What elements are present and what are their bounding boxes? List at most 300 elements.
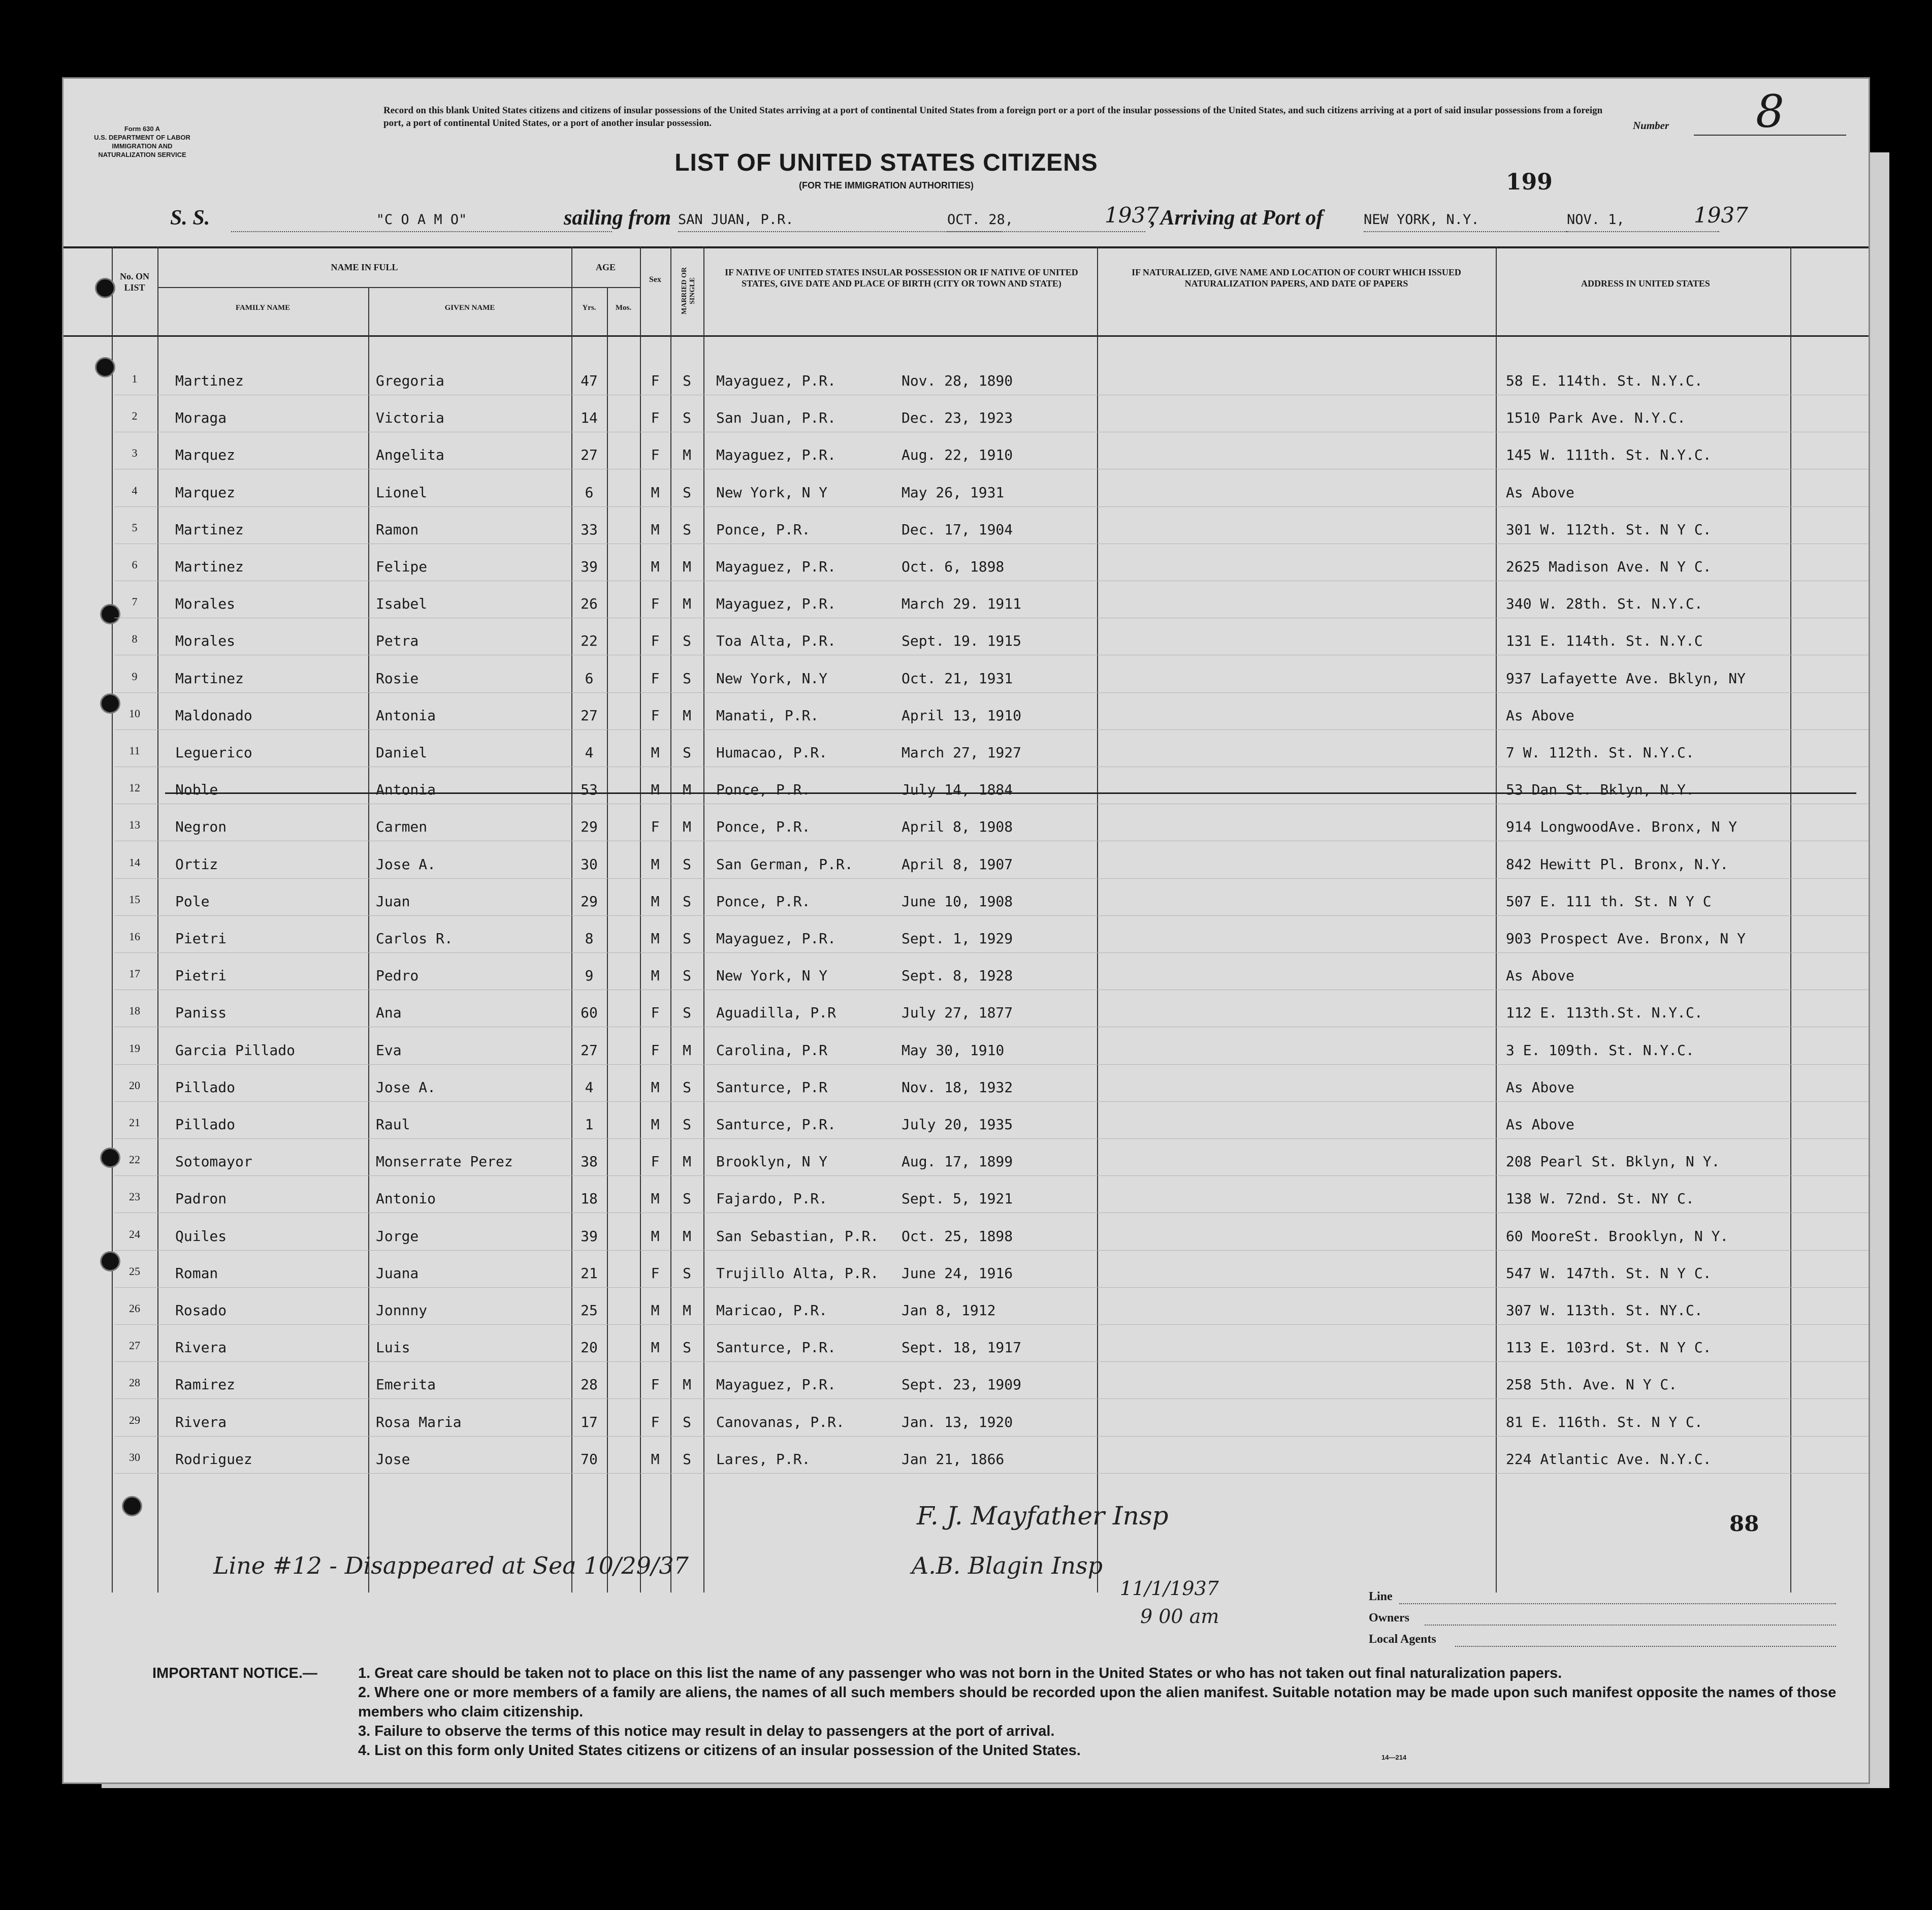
cell-date: Nov. 18, 1932	[901, 1078, 1013, 1096]
cell-place: Aguadilla, P.R	[716, 1004, 836, 1022]
col-rule	[368, 287, 369, 1593]
line-label: Line	[1369, 1590, 1393, 1603]
cell-address: 937 Lafayette Ave. Bklyn, NY	[1506, 670, 1746, 687]
cell-sex: M	[651, 1450, 660, 1468]
cell-family: Garcia Pillado	[175, 1041, 296, 1059]
row-rule	[114, 915, 1870, 916]
cell-place: San German, P.R.	[716, 855, 853, 873]
cell-yrs: 17	[581, 1413, 598, 1430]
col-header-name: NAME IN FULL	[331, 262, 398, 272]
cell-date: May 26, 1931	[901, 484, 1005, 501]
cell-date: Sept. 5, 1921	[901, 1190, 1013, 1207]
cell-address: As Above	[1506, 967, 1574, 984]
cell-date: March 29. 1911	[901, 595, 1022, 613]
cell-no: 19	[129, 1041, 140, 1055]
cell-given: Ramon	[376, 521, 419, 538]
row-rule	[114, 1287, 1870, 1288]
cell-date: Aug. 22, 1910	[901, 447, 1013, 464]
col-rule	[1097, 246, 1098, 1593]
cell-place: Manati, P.R.	[716, 707, 819, 724]
arrival-stamp-date: 11/1/1937	[1120, 1577, 1219, 1600]
cell-family: Pole	[175, 893, 210, 910]
cell-address: 547 W. 147th. St. N Y C.	[1506, 1264, 1712, 1282]
arrival-date: NOV. 1,	[1567, 209, 1719, 232]
cell-place: Toa Alta, P.R.	[716, 632, 836, 650]
cell-no: 18	[129, 1004, 140, 1017]
cell-ms: S	[683, 930, 691, 947]
notice-heading: IMPORTANT NOTICE.—	[152, 1665, 317, 1681]
cell-address: 113 E. 103rd. St. N Y C.	[1506, 1339, 1712, 1356]
manifest-sheet	[62, 77, 1870, 1784]
cell-given: Petra	[376, 632, 419, 650]
cell-no: 24	[129, 1227, 140, 1240]
cell-sex: M	[651, 893, 660, 910]
cell-address: 1510 Park Ave. N.Y.C.	[1506, 409, 1686, 427]
cell-no: 4	[132, 484, 138, 497]
cell-address: 138 W. 72nd. St. NY C.	[1506, 1190, 1694, 1207]
cell-address: 903 Prospect Ave. Bronx, N Y	[1506, 930, 1746, 947]
cell-date: Jan 8, 1912	[901, 1302, 996, 1319]
cell-yrs: 21	[581, 1264, 598, 1282]
cell-place: Mayaguez, P.R.	[716, 372, 836, 389]
cell-address: As Above	[1506, 484, 1574, 501]
cell-no: 7	[132, 595, 138, 609]
cell-place: San Juan, P.R.	[716, 409, 836, 427]
cell-place: New York, N.Y	[716, 670, 828, 687]
cell-date: May 30, 1910	[901, 1041, 1005, 1059]
cell-no: 27	[129, 1339, 140, 1352]
cell-sex: M	[651, 744, 660, 761]
col-rule	[670, 246, 671, 1593]
cell-ms: S	[683, 1190, 691, 1207]
cell-place: Ponce, P.R.	[716, 893, 811, 910]
cell-given: Jose	[376, 1450, 410, 1468]
ship-name: "C O A M O"	[231, 209, 612, 232]
cell-address: 81 E. 116th. St. N Y C.	[1506, 1413, 1703, 1430]
col-header-yrs: Yrs.	[582, 304, 596, 312]
cell-sex: M	[651, 1227, 660, 1245]
cell-ms: S	[683, 372, 691, 389]
cell-given: Ana	[376, 1004, 402, 1022]
page-count: 88	[1729, 1511, 1759, 1536]
cell-yrs: 29	[581, 818, 598, 836]
cell-given: Raul	[376, 1116, 410, 1133]
cell-family: Marquez	[175, 447, 236, 464]
col-header-birth: IF NATIVE OF UNITED STATES INSULAR POSSESSION OR IF NATIVE OF UNITED STATES, GIVE DATE AND PLACE OF BIRTH (CITY OR TOWN AND STATE)	[725, 267, 1078, 289]
cell-yrs: 27	[581, 447, 598, 464]
cell-yrs: 39	[581, 558, 598, 575]
cell-yrs: 27	[581, 707, 598, 724]
cell-no: 29	[129, 1413, 140, 1426]
cell-ms: M	[683, 1302, 691, 1319]
disappeared-note: Line #12 - Disappeared at Sea 10/29/37	[213, 1552, 689, 1579]
arrival-stamp-time: 9 00 am	[1140, 1605, 1219, 1628]
arriving-label: , Arriving at Port of	[1150, 206, 1324, 230]
row-rule	[114, 1398, 1870, 1399]
cell-family: Rivera	[175, 1339, 227, 1356]
cell-family: Rodriguez	[175, 1450, 252, 1468]
cell-ms: M	[683, 707, 691, 724]
cell-no: 26	[129, 1302, 140, 1315]
cell-yrs: 60	[581, 1004, 598, 1022]
cell-sex: F	[651, 1376, 660, 1393]
cell-sex: F	[651, 632, 660, 650]
ss-label: S. S.	[170, 206, 210, 230]
cell-family: Pillado	[175, 1116, 236, 1133]
cell-yrs: 1	[585, 1116, 594, 1133]
cell-sex: M	[651, 1116, 660, 1133]
cell-yrs: 30	[581, 855, 598, 873]
department-name: U.S. DEPARTMENT OF LABOR	[94, 134, 190, 141]
cell-date: Sept. 18, 1917	[901, 1339, 1022, 1356]
cell-sex: M	[651, 521, 660, 538]
cell-family: Morales	[175, 632, 236, 650]
row-rule	[114, 1250, 1870, 1251]
cell-given: Gregoria	[376, 372, 444, 389]
form-code: 14—214	[1381, 1754, 1407, 1761]
cell-date: July 14, 1884	[901, 781, 1013, 799]
cell-ms: S	[683, 1004, 691, 1022]
cell-family: Negron	[175, 818, 227, 836]
cell-sex: F	[651, 1153, 660, 1170]
cell-no: 14	[129, 855, 140, 869]
cell-address: As Above	[1506, 1078, 1574, 1096]
cell-place: Ponce, P.R.	[716, 521, 811, 538]
col-rule	[640, 246, 641, 1593]
notice-item-4: 4. List on this form only United States citizens or citizens of an insular possession of the United States.	[358, 1742, 1081, 1759]
cell-given: Juana	[376, 1264, 419, 1282]
cell-address: 58 E. 114th. St. N.Y.C.	[1506, 372, 1703, 389]
cell-ms: M	[683, 1227, 691, 1245]
cell-ms: M	[683, 1153, 691, 1170]
cell-sex: M	[651, 1190, 660, 1207]
cell-place: Fajardo, P.R.	[716, 1190, 828, 1207]
cell-family: Ortiz	[175, 855, 218, 873]
cell-yrs: 28	[581, 1376, 598, 1393]
cell-given: Carlos R.	[376, 930, 453, 947]
cell-place: Mayaguez, P.R.	[716, 447, 836, 464]
cell-place: Mayaguez, P.R.	[716, 1376, 836, 1393]
cell-given: Jorge	[376, 1227, 419, 1245]
cell-address: 307 W. 113th. St. NY.C.	[1506, 1302, 1703, 1319]
cell-given: Carmen	[376, 818, 428, 836]
cell-no: 5	[132, 521, 138, 534]
department-line2: IMMIGRATION AND	[112, 142, 173, 150]
notice-item-1: 1. Great care should be taken not to place on this list the name of any passenger who was not born in the United States or who has not taken out final naturalization papers.	[358, 1665, 1562, 1681]
cell-sex: F	[651, 670, 660, 687]
header-bottom-rule	[63, 335, 1870, 337]
cell-ms: S	[683, 967, 691, 984]
cell-given: Felipe	[376, 558, 428, 575]
col-rule	[1496, 246, 1497, 1593]
cell-place: San Sebastian, P.R.	[716, 1227, 879, 1245]
cell-yrs: 14	[581, 409, 598, 427]
cell-ms: S	[683, 409, 691, 427]
strike-line	[165, 792, 1856, 794]
cell-date: Sept. 23, 1909	[901, 1376, 1022, 1393]
cell-given: Daniel	[376, 744, 428, 761]
cell-family: Leguerico	[175, 744, 252, 761]
cell-ms: S	[683, 744, 691, 761]
cell-no: 3	[132, 447, 138, 460]
cell-yrs: 22	[581, 632, 598, 650]
cell-ms: M	[683, 781, 691, 799]
cell-family: Roman	[175, 1264, 218, 1282]
cell-date: June 24, 1916	[901, 1264, 1013, 1282]
cell-yrs: 4	[585, 1078, 594, 1096]
col-header-mos: Mos.	[615, 304, 632, 312]
col-header-given: GIVEN NAME	[444, 304, 495, 312]
cell-yrs: 33	[581, 521, 598, 538]
cell-address: 53 Dan St. Bklyn, N.Y.	[1506, 781, 1694, 799]
cell-sex: F	[651, 447, 660, 464]
cell-no: 28	[129, 1376, 140, 1389]
cell-given: Angelita	[376, 447, 444, 464]
row-rule	[114, 506, 1870, 507]
cell-no: 23	[129, 1190, 140, 1203]
col-header-married: MARRIED OR SINGLE	[681, 267, 696, 314]
row-rule	[114, 1101, 1870, 1102]
form-number: Form 630 A	[124, 125, 160, 133]
cell-sex: M	[651, 1339, 660, 1356]
cell-given: Juan	[376, 893, 410, 910]
cell-date: Jan 21, 1866	[901, 1450, 1005, 1468]
cell-ms: M	[683, 595, 691, 613]
row-rule	[114, 1064, 1870, 1065]
cell-sex: M	[651, 1302, 660, 1319]
cell-family: Morales	[175, 595, 236, 613]
col-header-address: ADDRESS IN UNITED STATES	[1581, 278, 1710, 289]
cell-yrs: 6	[585, 670, 594, 687]
row-rule	[114, 878, 1870, 879]
row-rule	[114, 729, 1870, 730]
col-header-family: FAMILY NAME	[235, 304, 291, 312]
cell-no: 10	[129, 707, 140, 720]
cell-place: Brooklyn, N Y	[716, 1153, 828, 1170]
cell-sex: F	[651, 372, 660, 389]
cell-address: 60 MooreSt. Brooklyn, N Y.	[1506, 1227, 1729, 1245]
cell-date: Oct. 25, 1898	[901, 1227, 1013, 1245]
cell-yrs: 18	[581, 1190, 598, 1207]
cell-place: Santurce, P.R.	[716, 1339, 836, 1356]
cell-place: Ponce, P.R.	[716, 781, 811, 799]
cell-date: Dec. 17, 1904	[901, 521, 1013, 538]
cell-yrs: 8	[585, 930, 594, 947]
cell-sex: F	[651, 707, 660, 724]
cell-no: 2	[132, 409, 138, 423]
cell-family: Martinez	[175, 372, 244, 389]
cell-date: Nov. 28, 1890	[901, 372, 1013, 389]
cell-ms: S	[683, 1264, 691, 1282]
cell-date: April 8, 1908	[901, 818, 1013, 836]
cell-family: Pillado	[175, 1078, 236, 1096]
cell-sex: F	[651, 1264, 660, 1282]
cell-ms: M	[683, 818, 691, 836]
col-rule	[703, 246, 704, 1593]
cell-address: 258 5th. Ave. N Y C.	[1506, 1376, 1678, 1393]
cell-ms: S	[683, 1450, 691, 1468]
cell-address: 224 Atlantic Ave. N.Y.C.	[1506, 1450, 1712, 1468]
cell-family: Moraga	[175, 409, 227, 427]
cell-yrs: 27	[581, 1041, 598, 1059]
row-rule	[114, 1138, 1870, 1139]
cell-family: Martinez	[175, 558, 244, 575]
form-identifier	[74, 124, 211, 159]
cell-family: Pietri	[175, 967, 227, 984]
cell-date: June 10, 1908	[901, 893, 1013, 910]
cell-address: 3 E. 109th. St. N.Y.C.	[1506, 1041, 1694, 1059]
cell-family: Paniss	[175, 1004, 227, 1022]
cell-family: Maldonado	[175, 707, 252, 724]
cell-date: April 8, 1907	[901, 855, 1013, 873]
cell-address: 914 LongwoodAve. Bronx, N Y	[1506, 818, 1737, 836]
cell-sex: F	[651, 1004, 660, 1022]
cell-sex: F	[651, 1413, 660, 1430]
cell-place: Canovanas, P.R.	[716, 1413, 845, 1430]
cell-no: 30	[129, 1450, 140, 1463]
page-subtitle: (FOR THE IMMIGRATION AUTHORITIES)	[799, 180, 974, 190]
row-rule	[114, 692, 1870, 693]
cell-place: Mayaguez, P.R.	[716, 930, 836, 947]
inspector-signature-1: F. J. Mayfather Insp	[917, 1501, 1169, 1531]
cell-ms: S	[683, 1078, 691, 1096]
cell-sex: F	[651, 409, 660, 427]
col-rule	[607, 287, 608, 1593]
cell-date: March 27, 1927	[901, 744, 1022, 761]
col-header-no: No. ON LIST	[120, 271, 149, 293]
cell-given: Antonia	[376, 781, 436, 799]
punch-hole	[95, 278, 115, 298]
departure-date: OCT. 28,	[947, 209, 1145, 232]
owners-label: Owners	[1369, 1611, 1409, 1625]
cell-yrs: 70	[581, 1450, 598, 1468]
cell-family: Quiles	[175, 1227, 227, 1245]
cell-ms: S	[683, 893, 691, 910]
notice-item-2: 2. Where one or more members of a family are aliens, the names of all such members should be recorded upon the alien manifest. Suitable notation may be made upon such manifest opposite the names of those members who claim citizenship.	[358, 1684, 1837, 1720]
cell-given: Victoria	[376, 409, 444, 427]
stamp-number: 199	[1506, 169, 1553, 195]
cell-family: Martinez	[175, 521, 244, 538]
cell-place: New York, N Y	[716, 967, 828, 984]
cell-ms: M	[683, 1376, 691, 1393]
cell-yrs: 9	[585, 967, 594, 984]
cell-given: Antonia	[376, 707, 436, 724]
cell-family: Marquez	[175, 484, 236, 501]
cell-place: Carolina, P.R	[716, 1041, 828, 1059]
cell-place: Maricao, P.R.	[716, 1302, 828, 1319]
cell-given: Jonnny	[376, 1302, 428, 1319]
col-header-naturalized: IF NATURALIZED, GIVE NAME AND LOCATION OF COURT WHICH ISSUED NATURALIZATION PAPERS, AND DATE OF PAPERS	[1132, 267, 1461, 289]
cell-date: Oct. 21, 1931	[901, 670, 1013, 687]
local-agents-field	[1455, 1633, 1836, 1647]
cell-sex: M	[651, 1078, 660, 1096]
cell-no: 8	[132, 632, 138, 646]
cell-yrs: 39	[581, 1227, 598, 1245]
cell-address: 842 Hewitt Pl. Bronx, N.Y.	[1506, 855, 1729, 873]
cell-address: 145 W. 111th. St. N.Y.C.	[1506, 447, 1712, 464]
cell-place: Mayaguez, P.R.	[716, 595, 836, 613]
cell-address: 7 W. 112th. St. N.Y.C.	[1506, 744, 1694, 761]
cell-sex: M	[651, 484, 660, 501]
cell-given: Luis	[376, 1339, 410, 1356]
cell-place: Trujillo Alta, P.R.	[716, 1264, 879, 1282]
cell-address: 131 E. 114th. St. N.Y.C	[1506, 632, 1703, 650]
cell-yrs: 47	[581, 372, 598, 389]
cell-yrs: 20	[581, 1339, 598, 1356]
cell-ms: M	[683, 1041, 691, 1059]
cell-ms: S	[683, 1339, 691, 1356]
form-instructions: Record on this blank United States citizens and citizens of insular possessions of the United States arriving at a port of continental United States from a foreign port or a port of the insular possessions of the United States, and such citizens arriving at a port of said insular possessions from a foreign port, a port of continental United States, or a port of another insular possession.	[383, 105, 1603, 129]
cell-given: Emerita	[376, 1376, 436, 1393]
cell-address: 301 W. 112th. St. N Y C.	[1506, 521, 1712, 538]
cell-date: July 27, 1877	[901, 1004, 1013, 1022]
notice-item-3: 3. Failure to observe the terms of this notice may result in delay to passengers at the port of arrival.	[358, 1723, 1055, 1739]
cell-no: 6	[132, 558, 138, 571]
cell-family: Pietri	[175, 930, 227, 947]
cell-address: 507 E. 111 th. St. N Y C	[1506, 893, 1712, 910]
cell-date: Sept. 19. 1915	[901, 632, 1022, 650]
cell-place: Ponce, P.R.	[716, 818, 811, 836]
cell-ms: S	[683, 1413, 691, 1430]
owners-field	[1425, 1611, 1836, 1626]
cell-place: Lares, P.R.	[716, 1450, 811, 1468]
cell-date: Jan. 13, 1920	[901, 1413, 1013, 1430]
cell-given: Pedro	[376, 967, 419, 984]
cell-address: As Above	[1506, 1116, 1574, 1133]
row-rule	[114, 1175, 1870, 1176]
col-rule	[157, 246, 158, 1593]
cell-yrs: 38	[581, 1153, 598, 1170]
cell-family: Ramirez	[175, 1376, 236, 1393]
cell-yrs: 4	[585, 744, 594, 761]
cell-place: Humacao, P.R.	[716, 744, 828, 761]
cell-sex: M	[651, 967, 660, 984]
cell-address: 112 E. 113th.St. N.Y.C.	[1506, 1004, 1703, 1022]
cell-sex: M	[651, 855, 660, 873]
cell-no: 12	[129, 781, 140, 794]
departure-year: 1937	[1105, 203, 1159, 228]
cell-ms: S	[683, 484, 691, 501]
sheet-number: 8	[1694, 89, 1846, 136]
cell-no: 20	[129, 1078, 140, 1092]
sailing-label: sailing from	[564, 206, 671, 230]
cell-given: Lionel	[376, 484, 428, 501]
row-rule	[114, 1361, 1870, 1362]
cell-yrs: 25	[581, 1302, 598, 1319]
cell-family: Martinez	[175, 670, 244, 687]
cell-yrs: 53	[581, 781, 598, 799]
cell-no: 25	[129, 1264, 140, 1278]
cell-address: 340 W. 28th. St. N.Y.C.	[1506, 595, 1703, 613]
cell-address: As Above	[1506, 707, 1574, 724]
cell-place: Santurce, P.R	[716, 1078, 828, 1096]
cell-family: Rivera	[175, 1413, 227, 1430]
row-rule	[114, 1473, 1870, 1474]
cell-given: Rosa Maria	[376, 1413, 462, 1430]
cell-given: Isabel	[376, 595, 428, 613]
cell-date: April 13, 1910	[901, 707, 1022, 724]
cell-yrs: 29	[581, 893, 598, 910]
cell-date: Sept. 1, 1929	[901, 930, 1013, 947]
cell-no: 1	[132, 372, 138, 385]
cell-given: Monserrate Perez	[376, 1153, 513, 1170]
cell-date: Sept. 8, 1928	[901, 967, 1013, 984]
punch-hole	[95, 357, 115, 377]
col-header-age: AGE	[595, 262, 616, 272]
page-title: LIST OF UNITED STATES CITIZENS	[674, 149, 1098, 176]
cell-date: Aug. 17, 1899	[901, 1153, 1013, 1170]
cell-sex: F	[651, 818, 660, 836]
